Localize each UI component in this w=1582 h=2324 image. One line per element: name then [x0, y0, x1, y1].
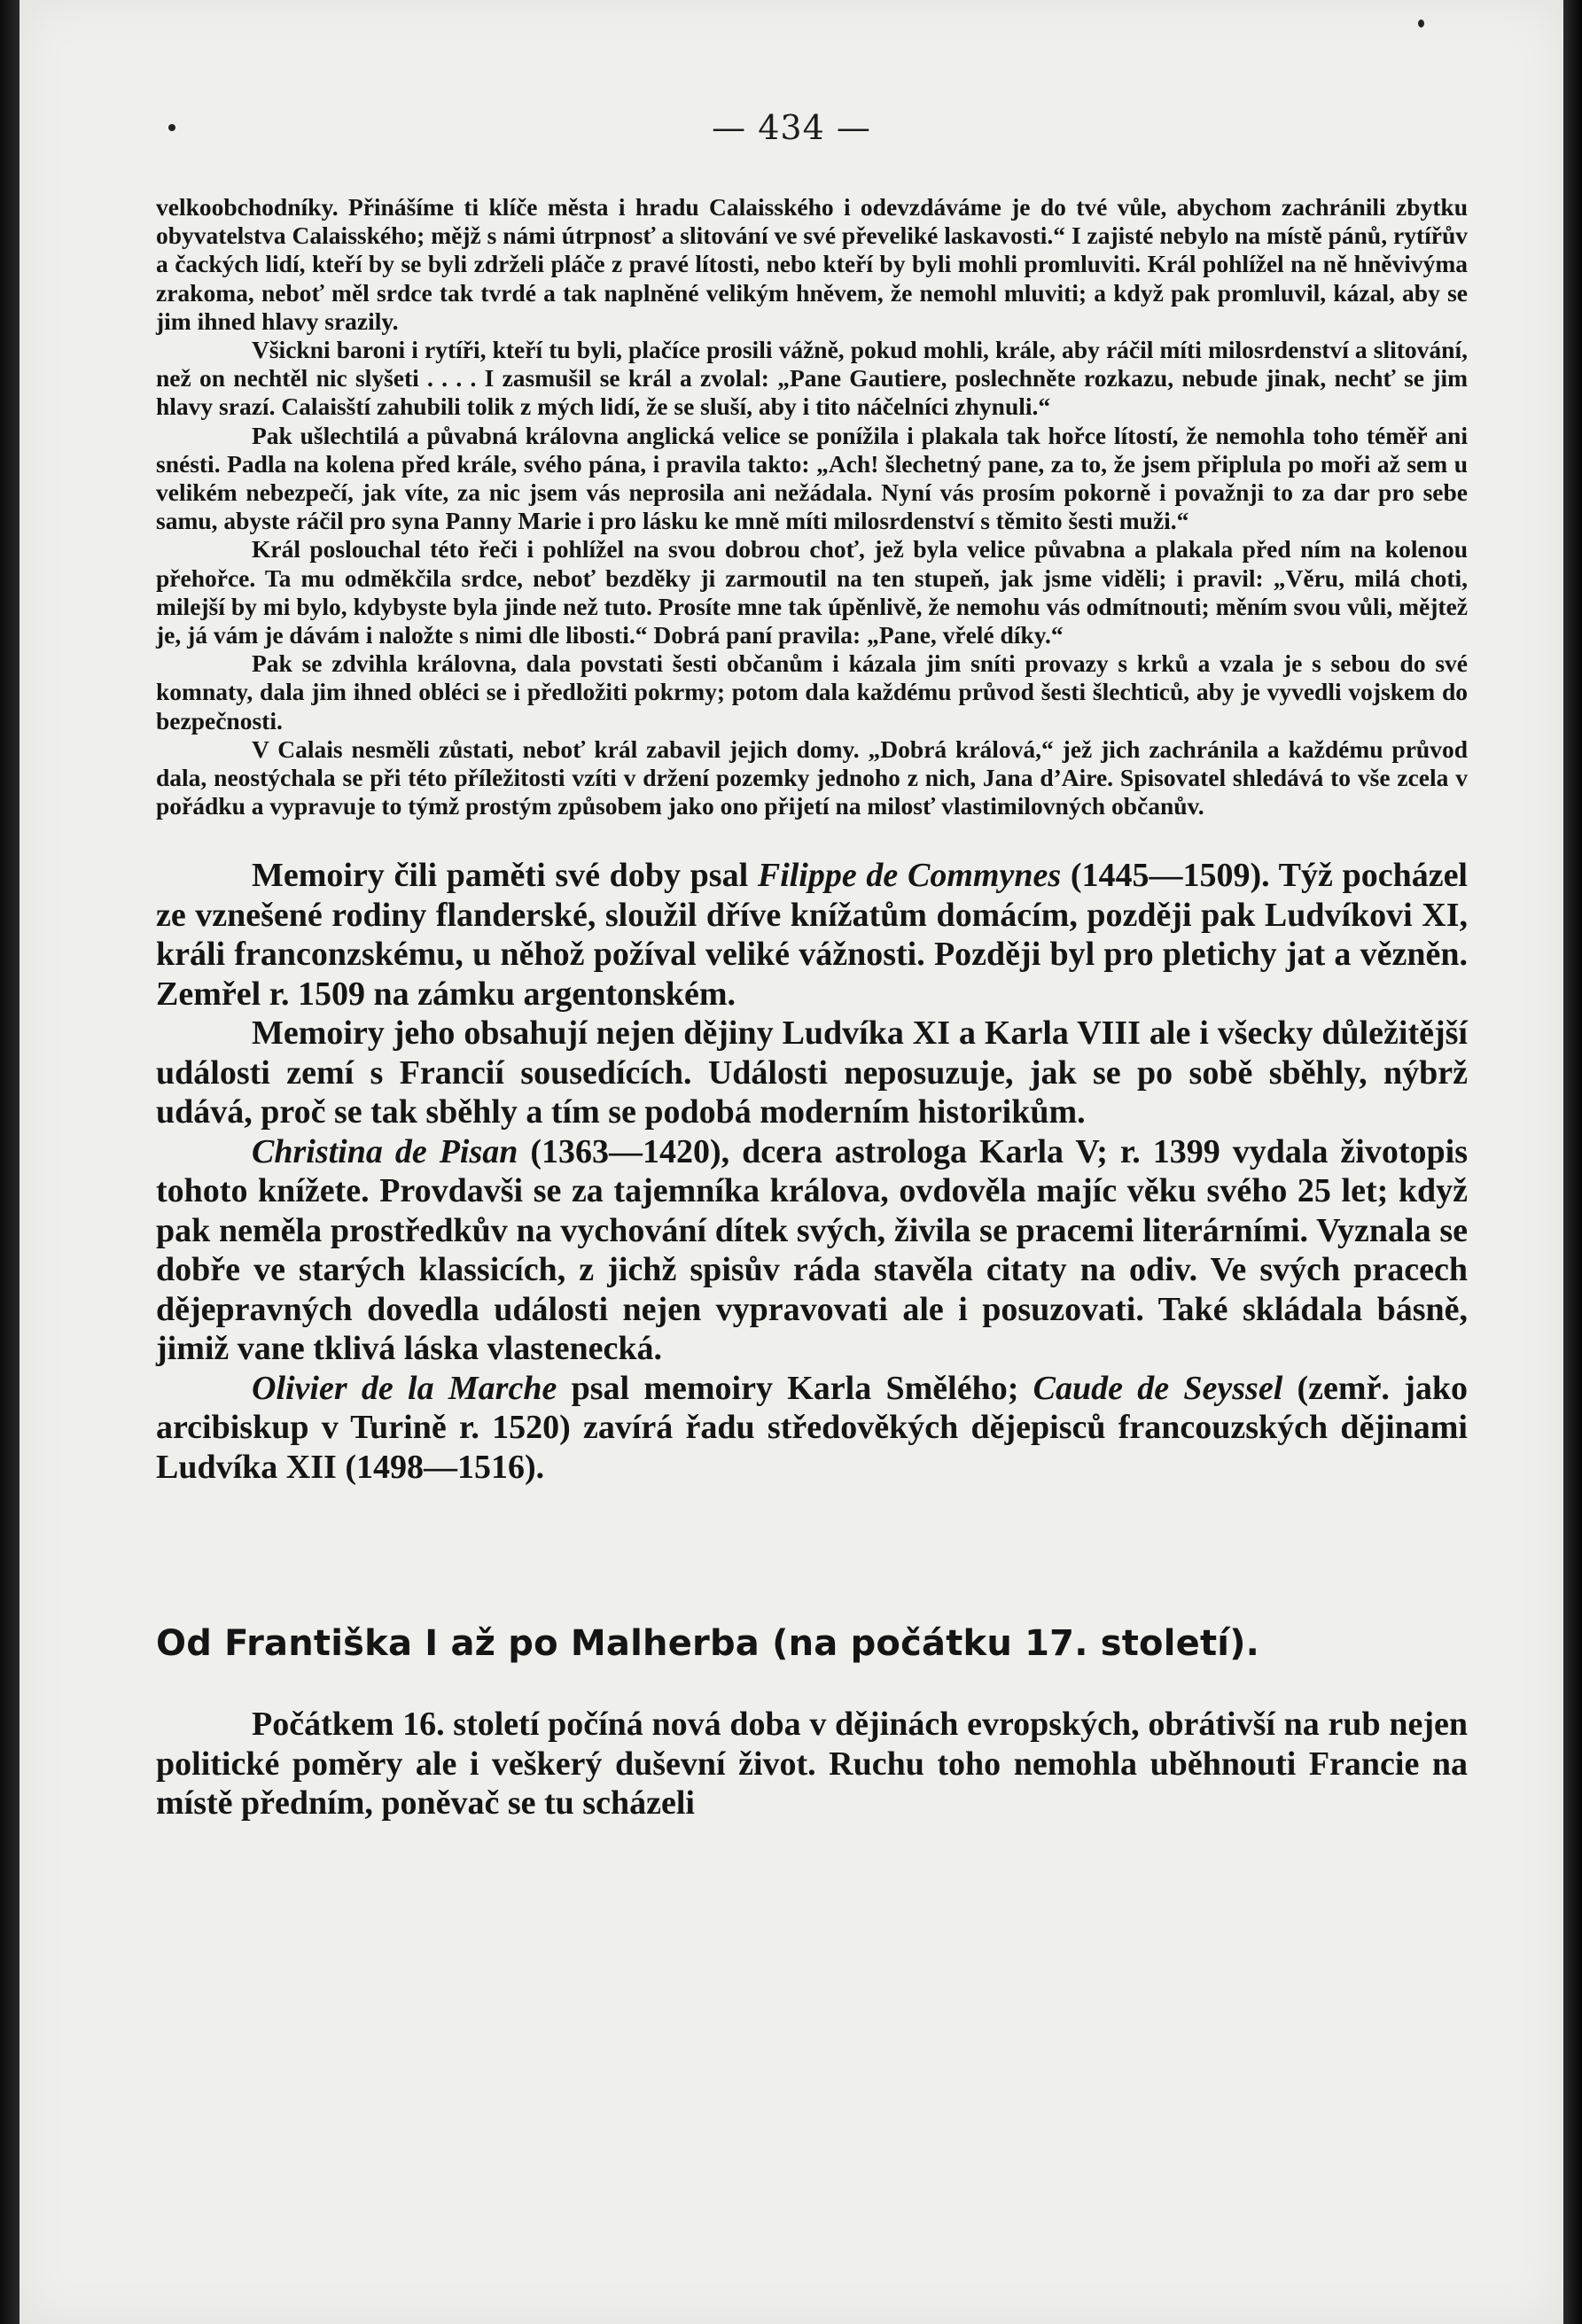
- paragraph: Král poslouchal této řeči i pohlížel na svou dobrou choť, jež byla velice půvabna a plakala před ním na kolenou přehořce. Ta mu odměkčila srdce, neboť bezděky ji zarmoutil na ten stupeň, jak jsme viděli; i pravil: „Věru, milá choti, milejší by mi bylo, kdybyste byla jinde než tuto. Prosíte mne tak úpěnlivě, že nemohu vás odmítnouti; měním svou vůli, mějtež je, já vám je dávám i naložte s nimi dle libosti.“ Dobrá paní pravila: „Pane, vřelé díky.“: [156, 535, 1468, 649]
- spacer: [156, 1666, 1468, 1705]
- paragraph-commynes: [156, 856, 1468, 1014]
- scan-border-right: [1563, 0, 1582, 2324]
- speck-mark: [1418, 19, 1424, 27]
- text-run: (1363—1420), dcera astrologa Karla V; r. 1399 vydala životopis tohoto knížete. Provdavši se za tajemníka králova, ovdověla majíc věku svého 25 let; když pak neměla prostředkův na vychování dítek svých, živila se pracemi literárními. Vyznala se dobře ve starých klassicích, z jichž spisův ráda stavěla citaty na odiv. Ve svých pracech dějepravných dovedla události nejen vypravovati ale i posuzovati. Také skládala básně, jimiž vane tklivá láska vlastenecká.: [156, 1132, 1468, 1368]
- main-text: [156, 856, 1468, 1487]
- paragraph: V Calais nesměli zůstati, neboť král zabavil jejich domy. „Dobrá králová,“ jež jich zachránila a každému průvod dala, neostýchala se při této příležitosti vzíti v držení pozemky jednoho z nich, Jana d’Aire. Spisovatel shledává to vše zcela v pořádku a vypravuje to týmž prostým způsobem jako ono přijetí na milosť vlastimilovných občanův.: [156, 735, 1468, 820]
- paragraph: Pak ušlechtilá a půvabná královna anglická velice se ponížila i plakala tak hořce lítostí, že nemohla toho téměř ani snésti. Padla na kolena před krále, svého pána, i pravila takto: „Ach! šlechetný pane, za to, že jsem připlula po moři až sem u velikém nebezpečí, jak víte, za nic jsem vás neprosila ani nežádala. Nyní vás prosím pokorně i považnji to za dar pro sebe samu, abyste ráčil pro syna Panny Marie i pro lásku ke mně míti milosrdenství s těmito šesti muži.“: [156, 421, 1468, 535]
- section-heading: Od Františka I až po Malherba (na počátku 17. století).: [156, 1623, 1260, 1665]
- paragraph-marche: [156, 1369, 1468, 1488]
- paragraph: Pak se zdvihla královna, dala povstati šesti občanům i kázala jim sníti provazy s krků a vzala je s sebou do své komnaty, dala jim ihned obléci se i předložiti pokrmy; potom dala každému průvod šesti šlechticů, aby je vyvedli vojskem do bezpečnosti.: [156, 649, 1468, 735]
- text-run-italic: Caude de Seyssel: [1033, 1369, 1283, 1407]
- text-run-italic: Christina de Pisan: [252, 1132, 518, 1170]
- quoted-chronicle-excerpt: [156, 193, 1468, 820]
- page-body: [156, 193, 1468, 1823]
- paragraph: Všickni baroni i rytíři, kteří tu byli, plačíce prosili vážně, pokud mohli, krále, aby ráčil míti milosrdenství a slitování, než on nechtěl nic slyšeti . . . . I zasmušil se král a zvolal: „Pane Gautiere, poslechněte rozkazu, nebude jinak, nechť se jim hlavy srazí. Calaisští zahubili tolik z mých lidí, že se sluší, aby i tito náčelníci zhynuli.“: [156, 336, 1468, 421]
- spacer: [156, 1487, 1468, 1621]
- paragraph-intro: Počátkem 16. století počíná nová doba v dějinách evropských, obrátivší na rub nejen politické poměry ale i veškerý duševní život. Ruchu toho nemohla uběhnouti Francie na místě předním, poněvač se tu scházeli: [156, 1706, 1468, 1823]
- text-run: Memoiry čili paměti své doby psal: [252, 857, 758, 895]
- text-run: psal memoiry Karla Smělého;: [557, 1369, 1033, 1407]
- text-run-italic: Filippe de Commynes: [757, 857, 1062, 895]
- text-run-italic: Olivier de la Marche: [252, 1369, 557, 1407]
- text-run: (1445—1509). Týž pocházel ze vznešené rodiny flanderské, sloužil dříve knížatům domácím, později pak Ludvíkovi XI, králi franconzskému, u něhož požíval veliké vážnosti. Později byl pro pletichy jat a vězněn. Zemřel r. 1509 na zámku argentonském.: [156, 857, 1468, 1013]
- paragraph-pisan: [156, 1132, 1468, 1369]
- scan-border-left: [0, 0, 19, 2324]
- text-run: (zemř. jako arcibiskup v Turině r. 1520) zavírá řadu středověkých dějepisců francouzských dějinami Ludvíka XII (1498—1516).: [156, 1369, 1468, 1486]
- spacer: [156, 820, 1468, 856]
- text-run: Memoiry jeho obsahují nejen dějiny Ludvíka XI a Karla VIII ale i všecky důležitější události zemí s Francií sousedících. Události neposuzuje, jak se po sobě sběhly, nýbrž udává, proč se tak sběhly a tím se podobá moderním historikům.: [156, 1014, 1468, 1131]
- paragraph-memoirs: [156, 1014, 1468, 1132]
- page-number: — 434 —: [712, 108, 871, 147]
- paragraph: velkoobchodníky. Přinášíme ti klíče města i hradu Calaisského i odevzdáváme je do tvé vůle, abychom zachránili zbytku obyvatelstva Calaisského; mějž s námi útrpnosť a slitování ve své převeliké laskavosti.“ I zajisté nebylo na místě pánů, rytířův a čackých lidí, kteří by se byli zdrželi pláče z pravé lítosti, nebo kteří by byli mohli promluviti. Král pohlížel na ně hněvivýma zrakoma, neboť měl srdce tak tvrdé a tak naplněné velikým hněvem, že nemohl mluviti; a když pak promluvil, kázal, aby se jim ihned hlavy srazily.: [156, 193, 1468, 335]
- book-page: [19, 0, 1563, 2324]
- section-intro: [156, 1705, 1468, 1823]
